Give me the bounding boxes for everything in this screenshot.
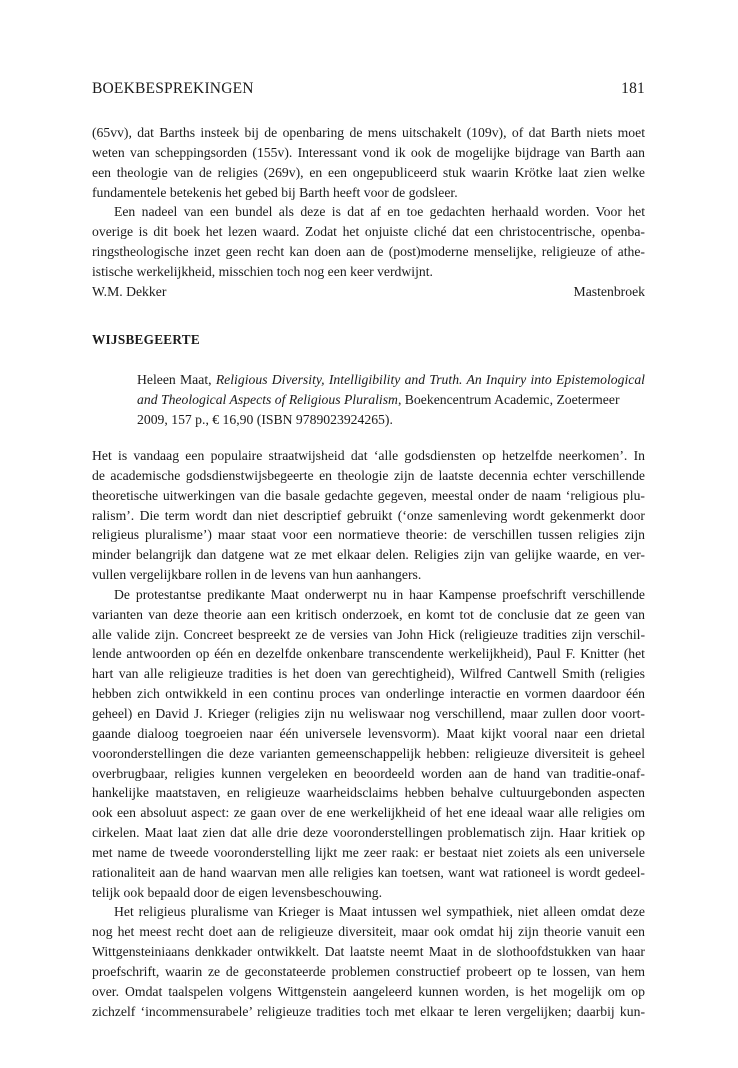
text-line: hebben zich ontwikkeld in een continu proces van onderlinge interactie en vormen daardoor één <box>92 686 645 702</box>
reviewer-location: Mastenbroek <box>573 283 645 299</box>
page-number: 181 <box>621 80 645 97</box>
text-line: fundamentele betekenis het gebed bij Barth heeft voor de godsleer. <box>92 184 458 200</box>
text-line: hart van alle religieuze tradities is het doen van gerechtigheid), Wilfred Cantwell Smith (religies <box>92 666 645 682</box>
text-line: met name de tweede vooronderstelling lijkt me zeer raak: er bestaat niet zoiets als een universele <box>92 844 645 860</box>
review-signature <box>92 282 645 302</box>
text-line: de academische godsdienstwijsbegeerte en theologie zijn de laatste decennia echter verschillende <box>92 467 645 483</box>
text-line: geheel) en David J. Krieger (religies zijn nu weliswaar nog verschillend, maar zullen door voort- <box>92 705 645 721</box>
text-line: ralism’. Die term wordt dan niet descriptief gebruikt (‘onze samenleving wordt gekenmerkt door <box>92 507 645 523</box>
text-line: cirkelen. Maat laat zien dat alle drie deze vooronderstellingen problematisch zijn. Haar kritiek op <box>92 825 645 841</box>
text-line: minder belangrijk dan datgene wat ze met elkaar delen. Religies zijn van gelijke waarde, en ver- <box>92 547 645 563</box>
book-author: Heleen Maat, <box>137 372 216 387</box>
text-line: Wittgensteiniaans denkkader ontwikkelt. Dat laatste neemt Maat in de slothoofdstukken van haar <box>92 944 645 960</box>
running-header <box>92 79 645 101</box>
text-line: alle valide zijn. Concreet bespreekt ze de versies van John Hick (religieuze tradities zijn verschil- <box>92 626 645 642</box>
citation-line-2 <box>137 390 645 410</box>
paragraph <box>92 585 645 903</box>
section-heading: WIJSBEGEERTE <box>92 332 200 347</box>
previous-review-text <box>92 123 645 302</box>
paragraph <box>92 123 645 202</box>
book-citation <box>137 370 645 430</box>
text-line: religieus pluralisme’) maar staat voor een normatieve theorie: de verschillen tussen religies zijn <box>92 527 645 543</box>
text-line: overige is dit boek het lezen waard. Zodat het onjuiste cliché dat een christocentrische, openba- <box>92 224 645 240</box>
text-line: istische werkelijkheid, misschien toch nog een keer verdwijnt. <box>92 263 433 279</box>
text-line: rationaliteit aan de hand waarvan men alle religies kan toetsen, want wat rationeel is wordt gedeel- <box>92 864 645 880</box>
text-line: overbrugbaar, religies kunnen vergeleken en beoordeeld worden aan de hand van traditie-onaf- <box>92 765 645 781</box>
text-line: weten van scheppingsorden (155v). Interessant vond ik ook de mogelijke bijdrage van Barth aan <box>92 144 645 160</box>
book-publisher: , Boekencentrum Academic, Zoetermeer <box>397 391 620 407</box>
text-line: (65vv), dat Barths insteek bij de openbaring de mens uitschakelt (109v), of dat Barth niets moet <box>92 125 645 140</box>
text-line: ringstheologische inzet geen recht kan doen aan de (post)moderne menselijke, religieuze of athe- <box>92 244 645 260</box>
book-details: 2009, 157 p., € 16,90 (ISBN 9789023924265). <box>137 411 393 427</box>
text-line: telijk ook bepaald door de eigen levensbeschouwing. <box>92 884 383 900</box>
review-text <box>92 446 645 1021</box>
text-line: varianten van deze theorie aan een kritisch onderzoek, en komt tot de conclusie dat ze geen van <box>92 606 645 622</box>
text-line: ook een absoluut aspect: ze gaan over de ene werkelijkheid of het ene ideaal waar alle religies om <box>92 805 645 821</box>
text-line: proefschrift, waarin ze de geconstateerde problemen constructief probeert op te lossen, van hem <box>92 963 645 979</box>
text-line: vooronderstellingen die deze varianten gemeenschappelijk hebben: religieuze diversiteit is geheel <box>92 745 645 761</box>
book-title-part-2: and Theological Aspects of Religious Pluralism <box>137 391 398 407</box>
text-line: lende antwoorden op één en dezelfde onkenbare transcendente werkelijkheid), Paul F. Knitter (het <box>92 646 645 662</box>
text-line: Het is vandaag een populaire straatwijsheid dat ‘alle godsdiensten op hetzelfde neerkomen’. In <box>92 448 645 463</box>
text-line: theoretische uitwerkingen van die basale gedachte gegeven, meestal onder de naam ‘religious plu- <box>92 487 645 503</box>
paragraph <box>92 202 645 281</box>
text-line: over. Omdat taalspelen volgens Wittgenstein aangeleerd kunnen worden, is het mogelijk om op <box>92 983 645 999</box>
text-line: Het religieus pluralisme van Krieger is Maat intussen wel sympathiek, niet alleen omdat deze <box>114 904 645 920</box>
paragraph <box>92 446 645 585</box>
text-line: een theologie van de religies (269v), en een ongepubliceerd stuk waarin Krötke laat zien welke <box>92 164 645 180</box>
book-title-part-1: Religious Diversity, Intelligibility and Truth. An Inquiry into Epistemological <box>215 372 645 387</box>
reviewer-name: W.M. Dekker <box>92 283 167 299</box>
text-line: Een nadeel van een bundel als deze is dat af en toe gedachten herhaald worden. Voor het <box>114 204 645 220</box>
text-line: zichzelf ‘incommensurabele’ religieuze tradities toch met elkaar te leren vergelijken; daarbij kun- <box>92 1003 645 1019</box>
text-line: gaande dialoog toegroeien naar één universele levensvorm). Maat kijkt vooral naar een drietal <box>92 725 645 741</box>
text-line: nog het meest recht doet aan de religieuze diversiteit, maar ook omdat hij zijn theorie vanuit een <box>92 924 645 940</box>
text-line: vullen vergelijkbare rollen in de levens van hun aanhangers. <box>92 567 422 583</box>
citation-line-1 <box>137 370 645 390</box>
running-title: BOEKBESPREKINGEN <box>92 80 254 97</box>
text-line: hankelijke maatstaven, en religieuze waarheidsclaims hebben behalve cultuurgebonden aspecten <box>92 785 645 801</box>
text-line: De protestantse predikante Maat onderwerpt nu in haar Kampense proefschrift verschillende <box>114 586 645 602</box>
paragraph <box>92 902 645 1021</box>
